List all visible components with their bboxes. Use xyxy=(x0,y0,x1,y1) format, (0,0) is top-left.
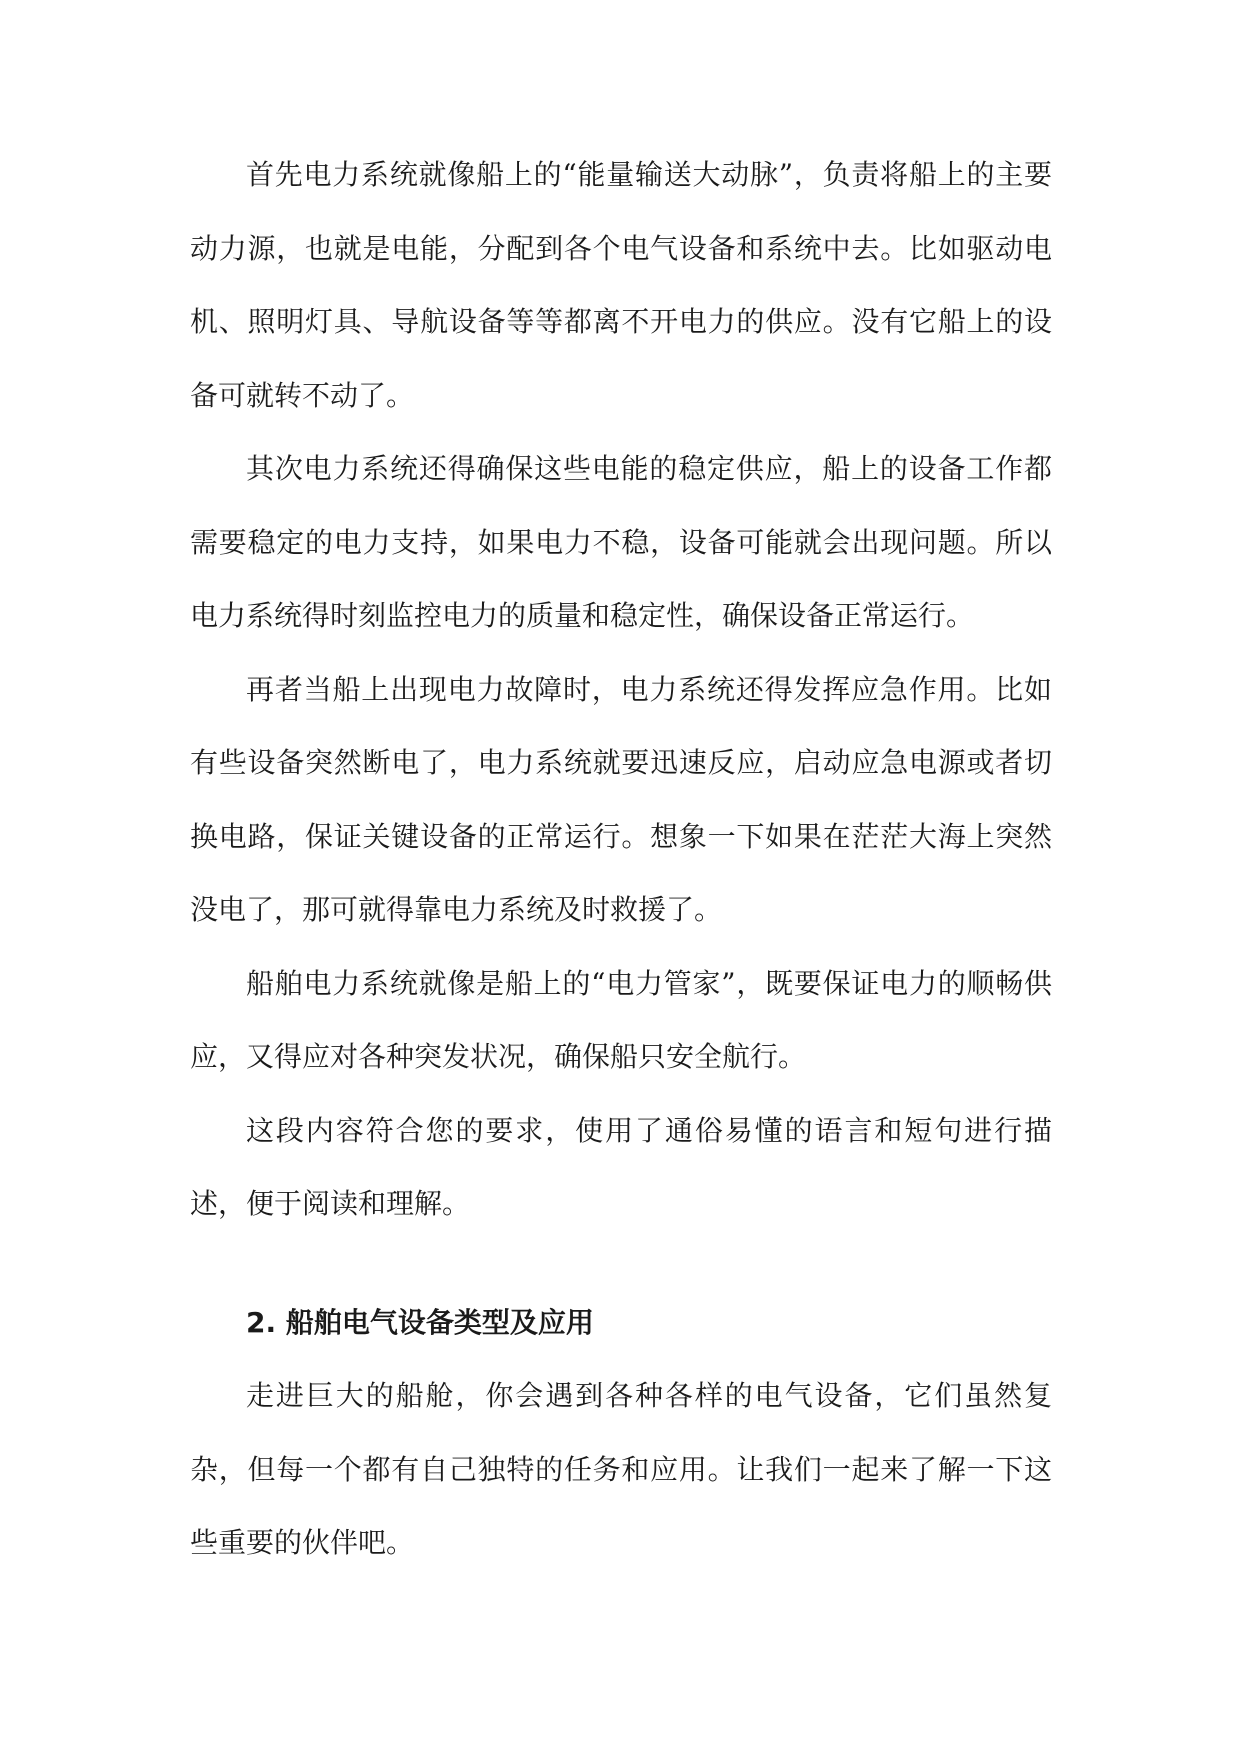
paragraph-stable-supply: 其次电力系统还得确保这些电能的稳定供应，船上的设备工作都需要稳定的电力支持，如果电力不稳，设备可能就会出现问题。所以电力系统得时刻监控电力的质量和稳定性，确保设备正常运行。 xyxy=(190,452,1052,632)
paragraph-power-steward: 船舶电力系统就像是船上的“电力管家”，既要保证电力的顺畅供应，又得应对各种突发状况，确保船只安全航行。 xyxy=(190,966,1052,1073)
paragraph-emergency-role: 再者当船上出现电力故障时，电力系统还得发挥应急作用。比如有些设备突然断电了，电力系统就要迅速反应，启动应急电源或者切换电路，保证关键设备的正常运行。想象一下如果在茫茫大海上突然没电了，那可就得靠电力系统及时救援了。 xyxy=(190,672,1052,926)
paragraph-power-distribution: 首先电力系统就像船上的“能量输送大动脉”，负责将船上的主要动力源，也就是电能，分配到各个电气设备和系统中去。比如驱动电机、照明灯具、导航设备等等都离不开电力的供应。没有它船上的设备可就转不动了。 xyxy=(190,158,1052,412)
document-page xyxy=(190,138,1052,1580)
section-heading: 2. 船舶电气设备类型及应用 xyxy=(246,1305,594,1339)
paragraph-equipment-intro: 走进巨大的船舱，你会遇到各种各样的电气设备，它们虽然复杂，但每一个都有自己独特的任务和应用。让我们一起来了解一下这些重要的伙伴吧。 xyxy=(190,1379,1052,1559)
paragraph-closing-note: 这段内容符合您的要求，使用了通俗易懂的语言和短句进行描述，便于阅读和理解。 xyxy=(190,1113,1052,1220)
